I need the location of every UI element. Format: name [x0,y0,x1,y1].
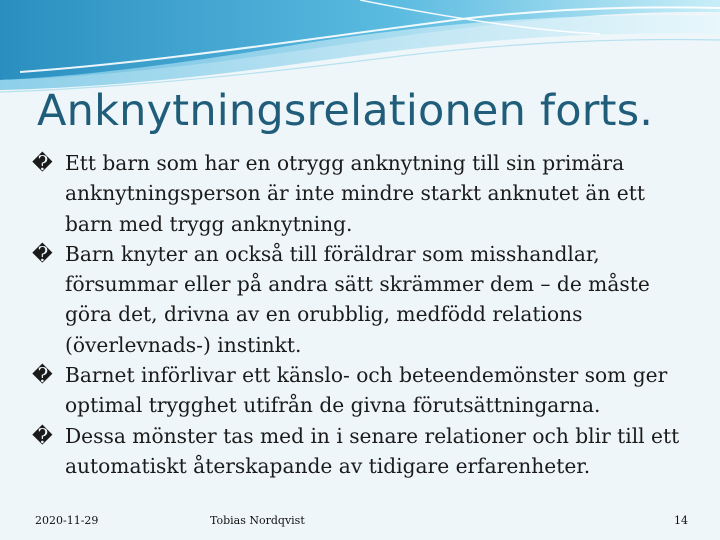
bullet-item [32,239,692,360]
bullet-icon: � [32,241,53,266]
bullet-text: Barnet införlivar ett känslo- och beteendemönster som ger optimal trygghet utifrån de givna förutsättningarna. [65,363,668,418]
bullet-icon: � [32,363,53,388]
bullet-item [32,148,692,239]
bullet-text: Barn knyter an också till föräldrar som misshandlar, försummar eller på andra sätt skrämmer dem – de måste göra det, drivna av en orubblig, medfödd relations (överlevnads-) instinkt. [65,241,650,357]
bullet-item [32,360,692,421]
footer-author: Tobias Nordqvist [210,514,305,527]
bullet-list [32,148,692,481]
bullet-icon: � [32,423,53,448]
bullet-item [32,421,692,482]
footer-page-number: 14 [674,514,688,527]
slide-title: Anknytningsrelationen forts. [37,86,654,136]
bullet-text: Dessa mönster tas med in i senare relationer och blir till ett automatiskt återskapande av tidigare erfarenheter. [65,423,680,478]
bullet-text: Ett barn som har en otrygg anknytning till sin primära anknytningsperson är inte mindre starkt anknutet än ett barn med trygg anknytning. [65,151,645,236]
bullet-icon: � [32,151,53,175]
footer-date: 2020-11-29 [35,514,99,527]
